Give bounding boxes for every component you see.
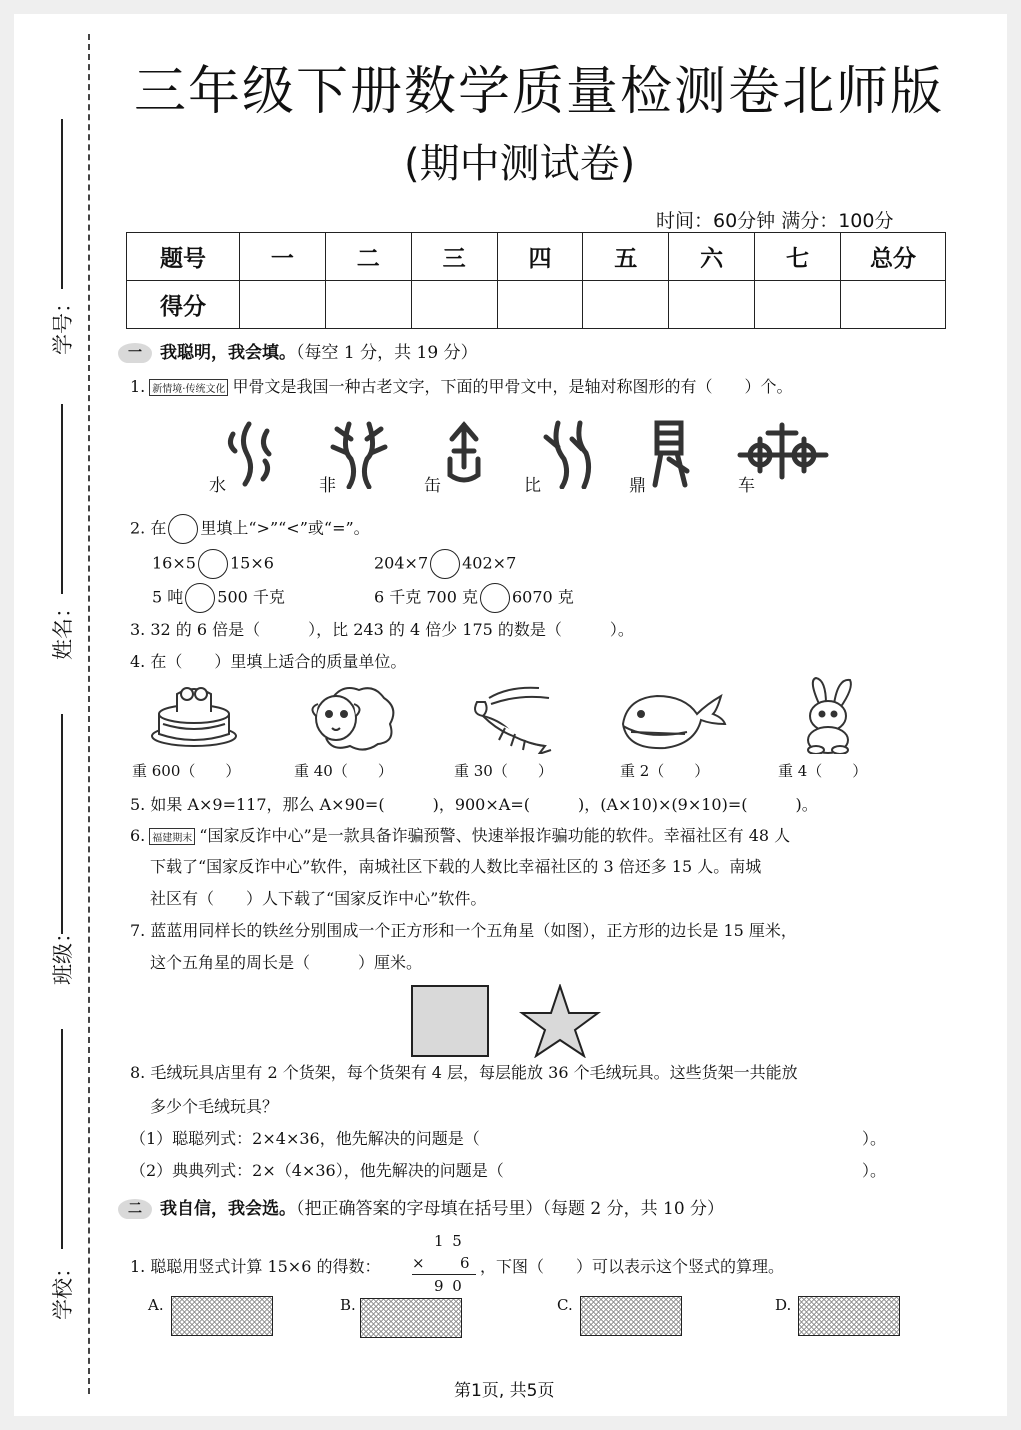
oracle-ding (629, 419, 709, 496)
score-cell: 一 (240, 233, 326, 281)
question-1-6-line3: 社区有（ ）人下载了“国家反诈中心”软件。 (150, 889, 487, 908)
score-input-cell[interactable] (411, 281, 497, 329)
score-cell: 总分 (841, 233, 946, 281)
weight-blank[interactable]: 重 600（ ） (132, 762, 241, 780)
dot-array-b[interactable] (360, 1298, 462, 1338)
q1-tag: 新情境·传统文化 (149, 379, 228, 396)
question-2-1-b: ，下图（ ）可以表示这个竖式的算理。 (480, 1257, 785, 1276)
cut-line (88, 34, 90, 1394)
dot-array-d[interactable] (798, 1296, 900, 1336)
q6-line1: “国家反诈中心”是一款具备诈骗预警、快速举报诈骗功能的软件。幸福社区有 48 人 (199, 826, 791, 845)
question-1-1 (130, 374, 792, 397)
oracle-fou (424, 419, 504, 496)
question-1-8-line1: 8. 毛绒玩具店里有 2 个货架，每个货架有 4 层，每层能放 36 个毛绒玩具。这些货架一共能放 (130, 1063, 798, 1082)
vertical-result: 9 0 (434, 1277, 464, 1295)
page-footer: 第1页, 共5页 (454, 1381, 555, 1401)
score-cell: 二 (325, 233, 411, 281)
school-label: 学校： (51, 1257, 75, 1320)
dot-array-a[interactable] (171, 1296, 273, 1336)
score-input-cell[interactable] (497, 281, 583, 329)
q6-number: 6. (130, 826, 146, 845)
whale-icon (617, 684, 727, 754)
score-input-cell[interactable] (583, 281, 669, 329)
answer-circle[interactable] (198, 549, 228, 579)
compare-circle-icon (168, 514, 198, 544)
option-d-label[interactable]: D. (775, 1296, 792, 1314)
vertical-mul-sign: × (412, 1254, 425, 1272)
question-1-3: 3. 32 的 6 倍是（ ），比 243 的 4 倍少 175 的数是（ ）。 (130, 620, 634, 639)
section1-badge: 一 (118, 343, 152, 363)
score-cell: 题号 (127, 233, 240, 281)
compare-right: 15×6 (229, 553, 274, 573)
score-input-cell[interactable] (841, 281, 946, 329)
question-1-5: 5. 如果 A×9=117，那么 A×90=( )，900×A=( )，(A×10)×(9×10)=( )。 (130, 795, 818, 814)
question-1-7-line2: 这个五角星的周长是（ ）厘米。 (150, 953, 423, 972)
compare-item (152, 549, 274, 579)
score-label-cell: 得分 (127, 281, 240, 329)
star-shape (522, 986, 598, 1056)
vertical-line (412, 1274, 476, 1275)
exam-meta: 时间：60分钟 满分：100分 (656, 210, 894, 232)
question-1-8-line2: 多少个毛绒玩具？ (150, 1097, 279, 1116)
compare-right: 402×7 (462, 553, 517, 573)
oracle-che (732, 419, 832, 496)
question-1-8-sub1-close: ）。 (862, 1129, 887, 1148)
question-2-1-a: 1. 聪聪用竖式计算 15×6 的得数： (130, 1257, 381, 1276)
option-c-label[interactable]: C. (557, 1296, 573, 1314)
compare-left: 5 吨 (152, 587, 184, 607)
score-input-cell[interactable] (325, 281, 411, 329)
exam-title: 三年级下册数学质量检测卷北师版 (134, 62, 945, 122)
school-line (61, 1029, 63, 1249)
question-1-6-line2: 下载了“国家反诈中心”软件，南城社区下载的人数比幸福社区的 3 倍还多 15 人。南城 (150, 857, 762, 876)
exam-page (14, 14, 1007, 1416)
binding-strip (14, 14, 98, 1416)
rabbit-icon (794, 676, 864, 754)
weight-blank[interactable]: 重 4（ ） (778, 762, 868, 780)
section1-heading (118, 338, 478, 363)
q1-number: 1. (130, 377, 146, 396)
compare-right: 6070 克 (511, 587, 574, 607)
whale-image (617, 684, 727, 758)
oracle-water (209, 419, 289, 496)
name-line (61, 404, 63, 594)
q1-text: 甲骨文是我国一种古老文字，下面的甲骨文中，是轴对称图形的有（ ）个。 (232, 377, 793, 396)
compare-right: 500 千克 (217, 587, 285, 607)
question-1-8-sub2: （2）典典列式：2×（4×36），他先解决的问题是（ (130, 1161, 504, 1180)
question-1-6-line1 (130, 823, 790, 846)
id-line (61, 119, 63, 289)
compare-item (374, 583, 574, 613)
shrimp-image (469, 684, 559, 758)
oracle-label: 缶 (424, 476, 441, 496)
oracle-label: 水 (209, 476, 226, 496)
weight-blank[interactable]: 重 40（ ） (294, 762, 393, 780)
cake-image (149, 684, 239, 753)
section1-note: （每空 1 分，共 19 分） (296, 343, 478, 363)
oracle-label: 非 (319, 476, 336, 496)
compare-left: 16×5 (152, 553, 196, 573)
section1-title: 我聪明，我会填。 (160, 343, 296, 363)
vertical-mid: 6 (460, 1254, 470, 1272)
name-label: 姓名： (51, 597, 75, 660)
vertical-top: 1 5 (434, 1232, 464, 1250)
option-a-label[interactable]: A. (148, 1296, 164, 1314)
cake-icon (149, 684, 239, 749)
score-cell: 五 (583, 233, 669, 281)
score-table-score-row (127, 281, 946, 329)
option-b-label[interactable]: B. (340, 1296, 356, 1314)
question-1-2 (130, 514, 370, 544)
answer-circle[interactable] (430, 549, 460, 579)
student-id-label: 学号： (51, 292, 75, 355)
question-1-8-sub1: （1）聪聪列式：2×4×36，他先解决的问题是（ (130, 1129, 480, 1148)
score-input-cell[interactable] (240, 281, 326, 329)
compare-item (152, 583, 285, 613)
oracle-label: 比 (524, 476, 541, 496)
compare-item (374, 549, 516, 579)
q6-tag: 福建期末 (149, 828, 195, 845)
answer-circle[interactable] (480, 583, 510, 613)
rabbit-image (794, 676, 864, 758)
score-cell: 六 (669, 233, 755, 281)
answer-circle[interactable] (185, 583, 215, 613)
compare-left: 6 千克 700 克 (374, 587, 478, 607)
oracle-label: 车 (738, 476, 755, 496)
question-1-8-sub2-close: ）。 (862, 1161, 887, 1180)
score-table (126, 232, 946, 329)
class-label: 班级： (51, 922, 75, 985)
score-table-header-row (127, 233, 946, 281)
square-and-star-figure (410, 984, 610, 1058)
dot-array-c[interactable] (580, 1296, 682, 1336)
oracle-fei (319, 419, 399, 496)
score-input-cell[interactable] (755, 281, 841, 329)
section2-badge: 二 (118, 1199, 152, 1219)
sheep-icon (304, 684, 399, 754)
score-cell: 七 (755, 233, 841, 281)
class-line (61, 714, 63, 934)
q2-text-b: 里填上“>”“<”或“=”。 (200, 518, 370, 538)
weight-blank[interactable]: 重 2（ ） (620, 762, 710, 780)
section2-heading (118, 1194, 724, 1219)
section2-title: 我自信，我会选。 (160, 1199, 296, 1219)
weight-blank[interactable]: 重 30（ ） (454, 762, 553, 780)
q2-text-a: 2. 在 (130, 518, 167, 538)
score-cell: 三 (411, 233, 497, 281)
oracle-bi (524, 419, 604, 496)
compare-left: 204×7 (374, 553, 429, 573)
question-1-4: 4. 在（ ）里填上适合的质量单位。 (130, 652, 407, 671)
shrimp-icon (469, 684, 559, 754)
score-cell: 四 (497, 233, 583, 281)
square-shape (412, 986, 488, 1056)
score-input-cell[interactable] (669, 281, 755, 329)
oracle-label: 鼎 (629, 476, 646, 496)
question-1-7-line1: 7. 蓝蓝用同样长的铁丝分别围成一个正方形和一个五角星（如图），正方形的边长是 15 厘米， (130, 921, 797, 940)
sheep-image (304, 684, 399, 758)
section2-note: （把正确答案的字母填在括号里）（每题 2 分，共 10 分） (296, 1199, 725, 1219)
exam-subtitle: (期中测试卷) (404, 141, 636, 187)
